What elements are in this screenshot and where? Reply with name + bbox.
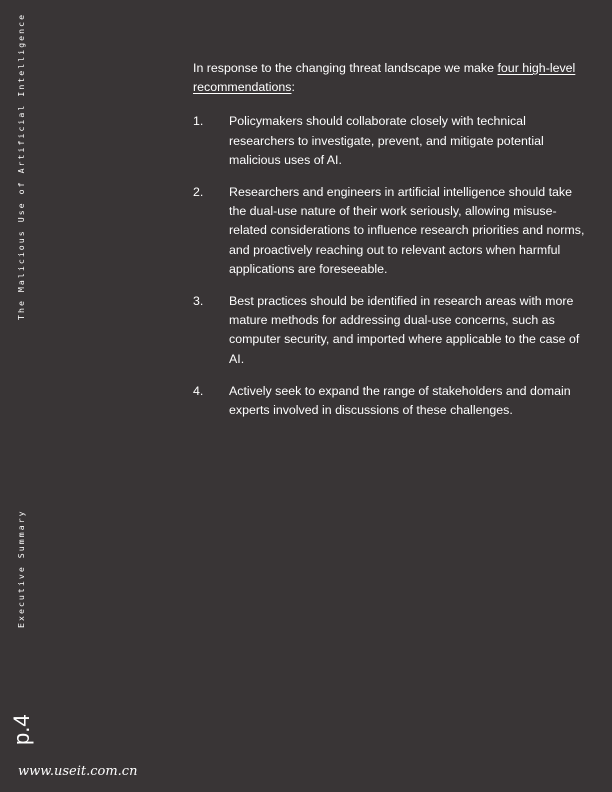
item-number: 2. [193,185,204,200]
item-text: Researchers and engineers in artificial intelligence should take the dual-use nature of their work seriously, allowing misuse-related considerations to influence research priorities and norms, and proactively reaching out to relevant actors when harmful applications are foreseeable. [229,185,585,276]
intro-colon: : [291,80,295,95]
item-text: Policymakers should collaborate closely with technical researchers to investigate, prevent, and mitigate potential malicious uses of AI. [229,114,544,167]
list-item [193,382,585,420]
intro-text: In response to the changing threat landscape we make [193,61,498,75]
item-text: Actively seek to expand the range of stakeholders and domain experts involved in discussions of these challenges. [229,383,571,418]
main-content [193,59,585,433]
document-title: The Malicious Use of Artificial Intelligence [16,12,26,320]
page-number: p.4 [9,714,34,745]
recommendations-link[interactable]: four high-level recommendations [193,61,576,95]
recommendations-list [193,112,585,420]
list-item [193,292,585,369]
item-text: Best practices should be identified in research areas with more mature methods for addressing dual-use concerns, such as computer security, and imported where applicable to the case of AI. [229,294,580,366]
item-number: 4. [193,383,204,398]
list-item [193,112,585,170]
list-item [193,183,585,279]
watermark: www.useit.com.cn [18,764,138,779]
section-label: Executive Summary [16,509,26,628]
item-number: 3. [193,294,204,309]
item-number: 1. [193,114,204,129]
intro-paragraph [193,59,585,97]
